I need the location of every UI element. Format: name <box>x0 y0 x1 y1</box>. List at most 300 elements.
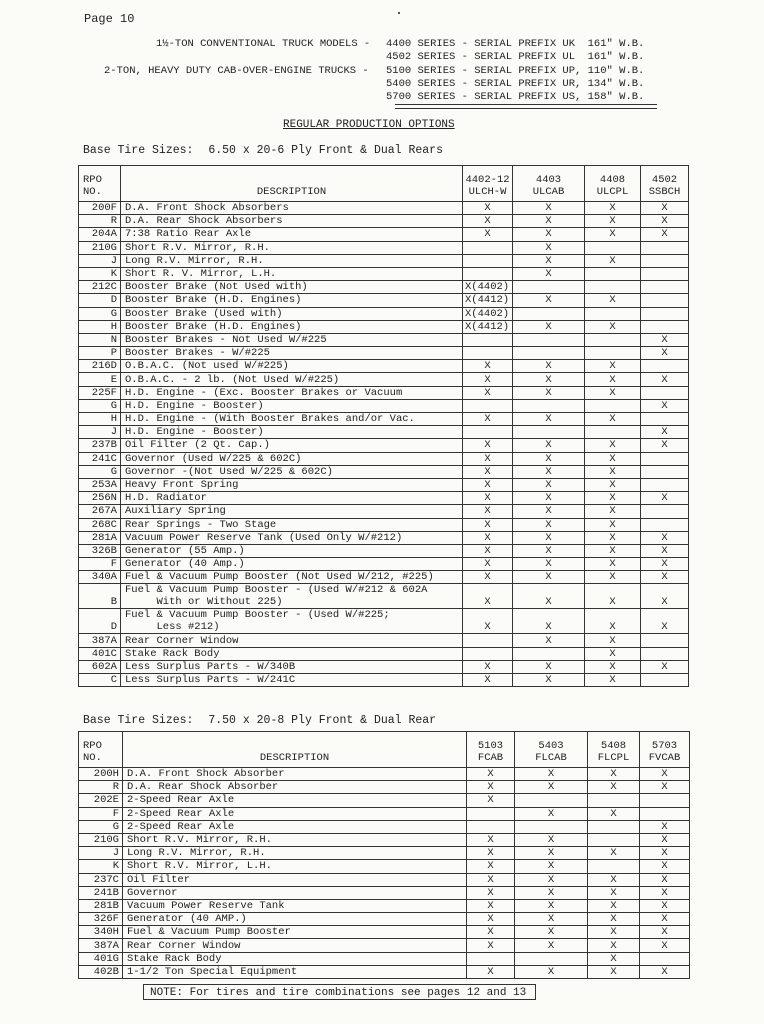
availability-mark <box>463 254 513 267</box>
availability-mark: X <box>640 768 690 781</box>
availability-mark: X <box>463 413 513 426</box>
availability-mark: X <box>467 886 515 899</box>
rpo-header-line1: RPO <box>83 740 102 752</box>
availability-mark <box>463 426 513 439</box>
model-number: 4408 <box>599 174 626 186</box>
availability-mark: X <box>513 228 585 241</box>
table-row <box>79 439 689 452</box>
availability-mark <box>641 281 689 294</box>
option-description: Generator (40 AMP.) <box>123 913 467 926</box>
availability-mark: X <box>515 768 588 781</box>
availability-mark <box>641 307 689 320</box>
availability-mark: X <box>463 571 513 584</box>
option-description: H.D. Engine - Booster) <box>121 426 463 439</box>
option-description: Stake Rack Body <box>121 647 463 660</box>
base-tire-value: 6.50 x 20-6 Ply Front & Dual Rears <box>208 144 443 157</box>
option-description: Fuel & Vacuum Pump Booster (Not Used W/212, #225) <box>121 571 463 584</box>
table-row <box>79 860 690 873</box>
model-header-cell <box>640 732 690 768</box>
rpo-code: 216D <box>79 360 121 373</box>
availability-mark <box>463 634 513 647</box>
rpo-code: F <box>79 558 121 571</box>
option-description: O.B.A.C. (Not used W/#225) <box>121 360 463 373</box>
availability-mark: X <box>640 899 690 912</box>
availability-mark: X <box>641 202 689 215</box>
availability-mark: X <box>640 860 690 873</box>
availability-mark: X <box>640 873 690 886</box>
availability-mark <box>588 794 640 807</box>
availability-mark: X <box>513 439 585 452</box>
availability-mark: X <box>641 660 689 673</box>
option-description: Heavy Front Spring <box>121 478 463 491</box>
availability-mark <box>641 518 689 531</box>
availability-mark: X <box>585 571 641 584</box>
option-description: Rear Corner Window <box>121 634 463 647</box>
description-header: DESCRIPTION <box>121 166 463 202</box>
availability-mark <box>641 478 689 491</box>
options-table-1-body <box>79 202 689 687</box>
table-row <box>79 768 690 781</box>
option-description: Booster Brake (Not Used with) <box>121 281 463 294</box>
rpo-code: 401C <box>79 647 121 660</box>
header-line-4-right: 5400 SERIES - SERIAL PREFIX UR, 134" W.B. <box>386 78 645 90</box>
table-row <box>79 609 689 634</box>
table-row <box>79 558 689 571</box>
availability-mark: X <box>513 413 585 426</box>
availability-mark: X <box>640 939 690 952</box>
table-row <box>79 267 689 280</box>
rpo-code: 212C <box>79 281 121 294</box>
model-header-cell <box>585 166 641 202</box>
availability-mark: X <box>640 926 690 939</box>
rpo-code: J <box>79 847 123 860</box>
availability-mark: X <box>463 544 513 557</box>
table-row <box>79 847 690 860</box>
availability-mark <box>467 807 515 820</box>
availability-mark: X <box>641 584 689 609</box>
availability-mark <box>641 647 689 660</box>
rpo-code: H <box>79 413 121 426</box>
availability-mark <box>585 241 641 254</box>
option-description: Fuel & Vacuum Pump Booster - (Used W/#225; Less #212) <box>121 609 463 634</box>
availability-mark: X <box>513 241 585 254</box>
rpo-code: D <box>79 294 121 307</box>
availability-mark: X <box>513 634 585 647</box>
availability-mark: X <box>585 558 641 571</box>
availability-mark <box>588 833 640 846</box>
availability-mark <box>585 307 641 320</box>
availability-mark: X <box>641 215 689 228</box>
availability-mark: X <box>467 873 515 886</box>
availability-mark: X <box>513 465 585 478</box>
option-description: Governor (Used W/225 & 602C) <box>121 452 463 465</box>
rpo-code: G <box>79 399 121 412</box>
table-row <box>79 939 690 952</box>
rpo-code: R <box>79 215 121 228</box>
availability-mark: X <box>463 228 513 241</box>
availability-mark: X <box>641 426 689 439</box>
table-row <box>79 873 690 886</box>
rpo-code: K <box>79 267 121 280</box>
model-header-cell <box>463 166 513 202</box>
model-code: FVCAB <box>648 752 681 764</box>
section-title: REGULAR PRODUCTION OPTIONS <box>283 119 455 131</box>
availability-mark <box>513 647 585 660</box>
table-row <box>79 426 689 439</box>
base-tire-value: 7.50 x 20-8 Ply Front & Dual Rear <box>208 714 437 727</box>
availability-mark: X <box>513 478 585 491</box>
availability-mark: X <box>585 660 641 673</box>
availability-mark <box>513 347 585 360</box>
availability-mark <box>463 399 513 412</box>
availability-mark: X <box>467 860 515 873</box>
table-row <box>79 913 690 926</box>
table-row <box>79 413 689 426</box>
availability-mark <box>641 267 689 280</box>
table-row <box>79 544 689 557</box>
availability-mark: X <box>467 965 515 978</box>
header-rule-2 <box>395 108 657 109</box>
table-row <box>79 505 689 518</box>
availability-mark: X <box>463 674 513 687</box>
table-row <box>79 781 690 794</box>
availability-mark <box>515 794 588 807</box>
rpo-code: 210G <box>79 833 123 846</box>
availability-mark <box>467 952 515 965</box>
rpo-code: 268C <box>79 518 121 531</box>
options-table-2-body <box>79 768 690 979</box>
option-description: D.A. Rear Shock Absorber <box>123 781 467 794</box>
option-description: Booster Brake (H.D. Engines) <box>121 320 463 333</box>
table-row <box>79 571 689 584</box>
rpo-code: J <box>79 426 121 439</box>
table-row <box>79 820 690 833</box>
availability-mark: X <box>641 228 689 241</box>
availability-mark: X <box>467 768 515 781</box>
availability-mark: X <box>585 544 641 557</box>
availability-mark: X <box>641 373 689 386</box>
option-description: Rear Springs - Two Stage <box>121 518 463 531</box>
option-description: 7:38 Ratio Rear Axle <box>121 228 463 241</box>
option-description: 2-Speed Rear Axle <box>123 794 467 807</box>
rpo-code: 237B <box>79 439 121 452</box>
model-header-cell <box>515 732 588 768</box>
table-row <box>79 531 689 544</box>
availability-mark: X <box>515 807 588 820</box>
table-row <box>79 228 689 241</box>
availability-mark <box>585 347 641 360</box>
option-description: H.D. Engine - (Exc. Booster Brakes or Vacuum <box>121 386 463 399</box>
rpo-code: 241B <box>79 886 123 899</box>
availability-mark <box>641 386 689 399</box>
availability-mark: X <box>588 965 640 978</box>
availability-mark <box>641 452 689 465</box>
table-row <box>79 926 690 939</box>
header-line-2-right: 4502 SERIES - SERIAL PREFIX UL 161" W.B. <box>386 51 645 63</box>
rpo-code: 225F <box>79 386 121 399</box>
table-row <box>79 281 689 294</box>
option-description: Vacuum Power Reserve Tank (Used Only W/#212) <box>121 531 463 544</box>
availability-mark: X <box>585 531 641 544</box>
availability-mark: X <box>588 939 640 952</box>
option-description: Fuel & Vacuum Pump Booster - (Used W/#212 & 602A With or Without 225) <box>121 584 463 609</box>
availability-mark <box>640 952 690 965</box>
availability-mark: X <box>585 294 641 307</box>
table-row <box>79 478 689 491</box>
availability-mark: X <box>585 320 641 333</box>
availability-mark: X <box>513 360 585 373</box>
model-header-cell <box>513 166 585 202</box>
availability-mark <box>463 267 513 280</box>
option-description: Generator (55 Amp.) <box>121 544 463 557</box>
availability-mark <box>463 333 513 346</box>
availability-mark: X <box>463 386 513 399</box>
scan-mark <box>398 12 400 14</box>
option-description: D.A. Front Shock Absorber <box>123 768 467 781</box>
availability-mark: X <box>588 952 640 965</box>
table-row <box>79 399 689 412</box>
table-row <box>79 294 689 307</box>
availability-mark: X <box>513 674 585 687</box>
header-line-3-left: 2-TON, HEAVY DUTY CAB-OVER-ENGINE TRUCKS - <box>104 65 369 77</box>
availability-mark: X <box>513 505 585 518</box>
rpo-header-line2: NO. <box>83 752 102 764</box>
availability-mark: X <box>463 478 513 491</box>
availability-mark: X <box>463 452 513 465</box>
availability-mark: X <box>467 781 515 794</box>
table-row <box>79 307 689 320</box>
rpo-code: K <box>79 860 123 873</box>
availability-mark: X <box>641 571 689 584</box>
tire-note: NOTE: For tires and tire combinations see pages 12 and 13 <box>143 984 536 1000</box>
rpo-code: 602A <box>79 660 121 673</box>
availability-mark: X <box>513 492 585 505</box>
header-line-3-right: 5100 SERIES - SERIAL PREFIX UP, 110" W.B. <box>386 65 645 77</box>
table-row <box>79 660 689 673</box>
availability-mark <box>513 333 585 346</box>
header-line-1-right: 4400 SERIES - SERIAL PREFIX UK 161" W.B. <box>386 38 645 50</box>
availability-mark: X <box>513 254 585 267</box>
rpo-code: 387A <box>79 634 121 647</box>
rpo-code: 387A <box>79 939 123 952</box>
rpo-header <box>79 166 121 202</box>
rpo-code: 401G <box>79 952 123 965</box>
rpo-code: 200H <box>79 768 123 781</box>
rpo-code: 340A <box>79 571 121 584</box>
header-line-5-right: 5700 SERIES - SERIAL PREFIX US, 158" W.B. <box>386 91 645 103</box>
availability-mark: X <box>585 505 641 518</box>
model-number: 5703 <box>651 740 678 752</box>
rpo-code: 241C <box>79 452 121 465</box>
base-tire-label: Base Tire Sizes: <box>83 714 194 727</box>
option-description: Generator (40 Amp.) <box>121 558 463 571</box>
options-table-1 <box>78 165 689 687</box>
availability-mark: X <box>588 873 640 886</box>
availability-mark: X <box>467 913 515 926</box>
availability-mark <box>641 360 689 373</box>
rpo-code: G <box>79 820 123 833</box>
availability-mark: X <box>515 847 588 860</box>
rpo-header-line1: RPO <box>83 174 102 186</box>
table-row <box>79 333 689 346</box>
table-row <box>79 634 689 647</box>
model-number: 5103 <box>477 740 504 752</box>
availability-mark: X <box>515 833 588 846</box>
availability-mark: X <box>515 965 588 978</box>
availability-mark: X <box>585 492 641 505</box>
model-number: 4402-12 <box>465 174 510 186</box>
option-description: Less Surplus Parts - W/340B <box>121 660 463 673</box>
availability-mark: X <box>467 847 515 860</box>
availability-mark: X <box>585 452 641 465</box>
option-description: Booster Brake (H.D. Engines) <box>121 294 463 307</box>
rpo-code: G <box>79 465 121 478</box>
availability-mark: X <box>641 399 689 412</box>
availability-mark: X <box>513 320 585 333</box>
rpo-header <box>79 732 123 768</box>
availability-mark: X <box>640 886 690 899</box>
availability-mark <box>588 820 640 833</box>
rpo-code: D <box>79 609 121 634</box>
availability-mark: X <box>588 926 640 939</box>
availability-mark: X <box>585 674 641 687</box>
rpo-code: 340H <box>79 926 123 939</box>
availability-mark <box>585 281 641 294</box>
availability-mark: X <box>467 926 515 939</box>
availability-mark: X <box>585 373 641 386</box>
availability-mark <box>467 820 515 833</box>
availability-mark: X <box>585 609 641 634</box>
availability-mark: X <box>513 609 585 634</box>
availability-mark <box>513 426 585 439</box>
availability-mark: X <box>585 584 641 609</box>
rpo-code: 200F <box>79 202 121 215</box>
availability-mark: X <box>585 413 641 426</box>
availability-mark: X <box>588 913 640 926</box>
availability-mark: X <box>515 781 588 794</box>
option-description: 2-Speed Rear Axle <box>123 807 467 820</box>
table-row <box>79 215 689 228</box>
availability-mark: X <box>515 926 588 939</box>
availability-mark <box>513 281 585 294</box>
table-row <box>79 584 689 609</box>
availability-mark <box>641 465 689 478</box>
availability-mark: X <box>585 478 641 491</box>
table-row <box>79 899 690 912</box>
availability-mark: X <box>463 439 513 452</box>
availability-mark: X <box>585 647 641 660</box>
availability-mark: X <box>467 899 515 912</box>
availability-mark <box>641 320 689 333</box>
availability-mark: X <box>588 847 640 860</box>
model-code: ULCAB <box>532 186 565 198</box>
availability-mark <box>585 426 641 439</box>
availability-mark: X(4402) <box>463 307 513 320</box>
availability-mark: X <box>585 360 641 373</box>
table-row <box>79 674 689 687</box>
availability-mark: X <box>515 939 588 952</box>
availability-mark: X <box>463 202 513 215</box>
description-header: DESCRIPTION <box>123 732 467 768</box>
table-row <box>79 465 689 478</box>
rpo-code: H <box>79 320 121 333</box>
availability-mark: X <box>463 505 513 518</box>
availability-mark: X <box>463 531 513 544</box>
availability-mark: X <box>641 333 689 346</box>
rpo-code: 237C <box>79 873 123 886</box>
availability-mark: X <box>463 660 513 673</box>
rpo-code: J <box>79 254 121 267</box>
availability-mark: X <box>515 913 588 926</box>
availability-mark: X <box>585 254 641 267</box>
page-number: Page 10 <box>84 12 135 26</box>
availability-mark: X(4402) <box>463 281 513 294</box>
rpo-code: N <box>79 333 121 346</box>
option-description: Long R.V. Mirror, R.H. <box>121 254 463 267</box>
availability-mark: X <box>513 518 585 531</box>
rpo-code: 326F <box>79 913 123 926</box>
option-description: Short R.V. Mirror, R.H. <box>123 833 467 846</box>
table-row <box>79 386 689 399</box>
availability-mark: X <box>467 939 515 952</box>
availability-mark: X <box>585 634 641 647</box>
option-description: 1-1/2 Ton Special Equipment <box>123 965 467 978</box>
option-description: Stake Rack Body <box>123 952 467 965</box>
availability-mark: X <box>513 267 585 280</box>
availability-mark <box>585 267 641 280</box>
table-row <box>79 254 689 267</box>
availability-mark: X <box>588 807 640 820</box>
option-description: H.D. Radiator <box>121 492 463 505</box>
rpo-code: G <box>79 307 121 320</box>
availability-mark <box>513 399 585 412</box>
option-description: H.D. Engine - (With Booster Brakes and/or Vac. <box>121 413 463 426</box>
availability-mark: X <box>585 202 641 215</box>
availability-mark: X <box>585 465 641 478</box>
option-description: Short R.V. Mirror, R.H. <box>121 241 463 254</box>
option-description: Long R.V. Mirror, R.H. <box>123 847 467 860</box>
availability-mark: X <box>513 452 585 465</box>
table-row <box>79 952 690 965</box>
availability-mark: X <box>513 294 585 307</box>
availability-mark: X <box>585 228 641 241</box>
availability-mark: X <box>585 518 641 531</box>
model-code: SSBCH <box>648 186 681 198</box>
option-description: Governor <box>123 886 467 899</box>
rpo-code: 326B <box>79 544 121 557</box>
table-row <box>79 373 689 386</box>
availability-mark <box>515 820 588 833</box>
availability-mark <box>641 674 689 687</box>
availability-mark: X <box>641 347 689 360</box>
option-description: 2-Speed Rear Axle <box>123 820 467 833</box>
option-description: Governor -(Not Used W/225 & 602C) <box>121 465 463 478</box>
base-tire-sizes-1 <box>83 144 443 157</box>
rpo-code: 210G <box>79 241 121 254</box>
table-row <box>79 347 689 360</box>
availability-mark: X <box>640 820 690 833</box>
availability-mark: X <box>588 768 640 781</box>
table-row <box>79 518 689 531</box>
rpo-code: 402B <box>79 965 123 978</box>
option-description: Oil Filter (2 Qt. Cap.) <box>121 439 463 452</box>
availability-mark: X <box>640 913 690 926</box>
availability-mark <box>640 794 690 807</box>
availability-mark: X <box>585 215 641 228</box>
availability-mark: X <box>513 202 585 215</box>
availability-mark: X <box>513 660 585 673</box>
availability-mark: X <box>513 584 585 609</box>
